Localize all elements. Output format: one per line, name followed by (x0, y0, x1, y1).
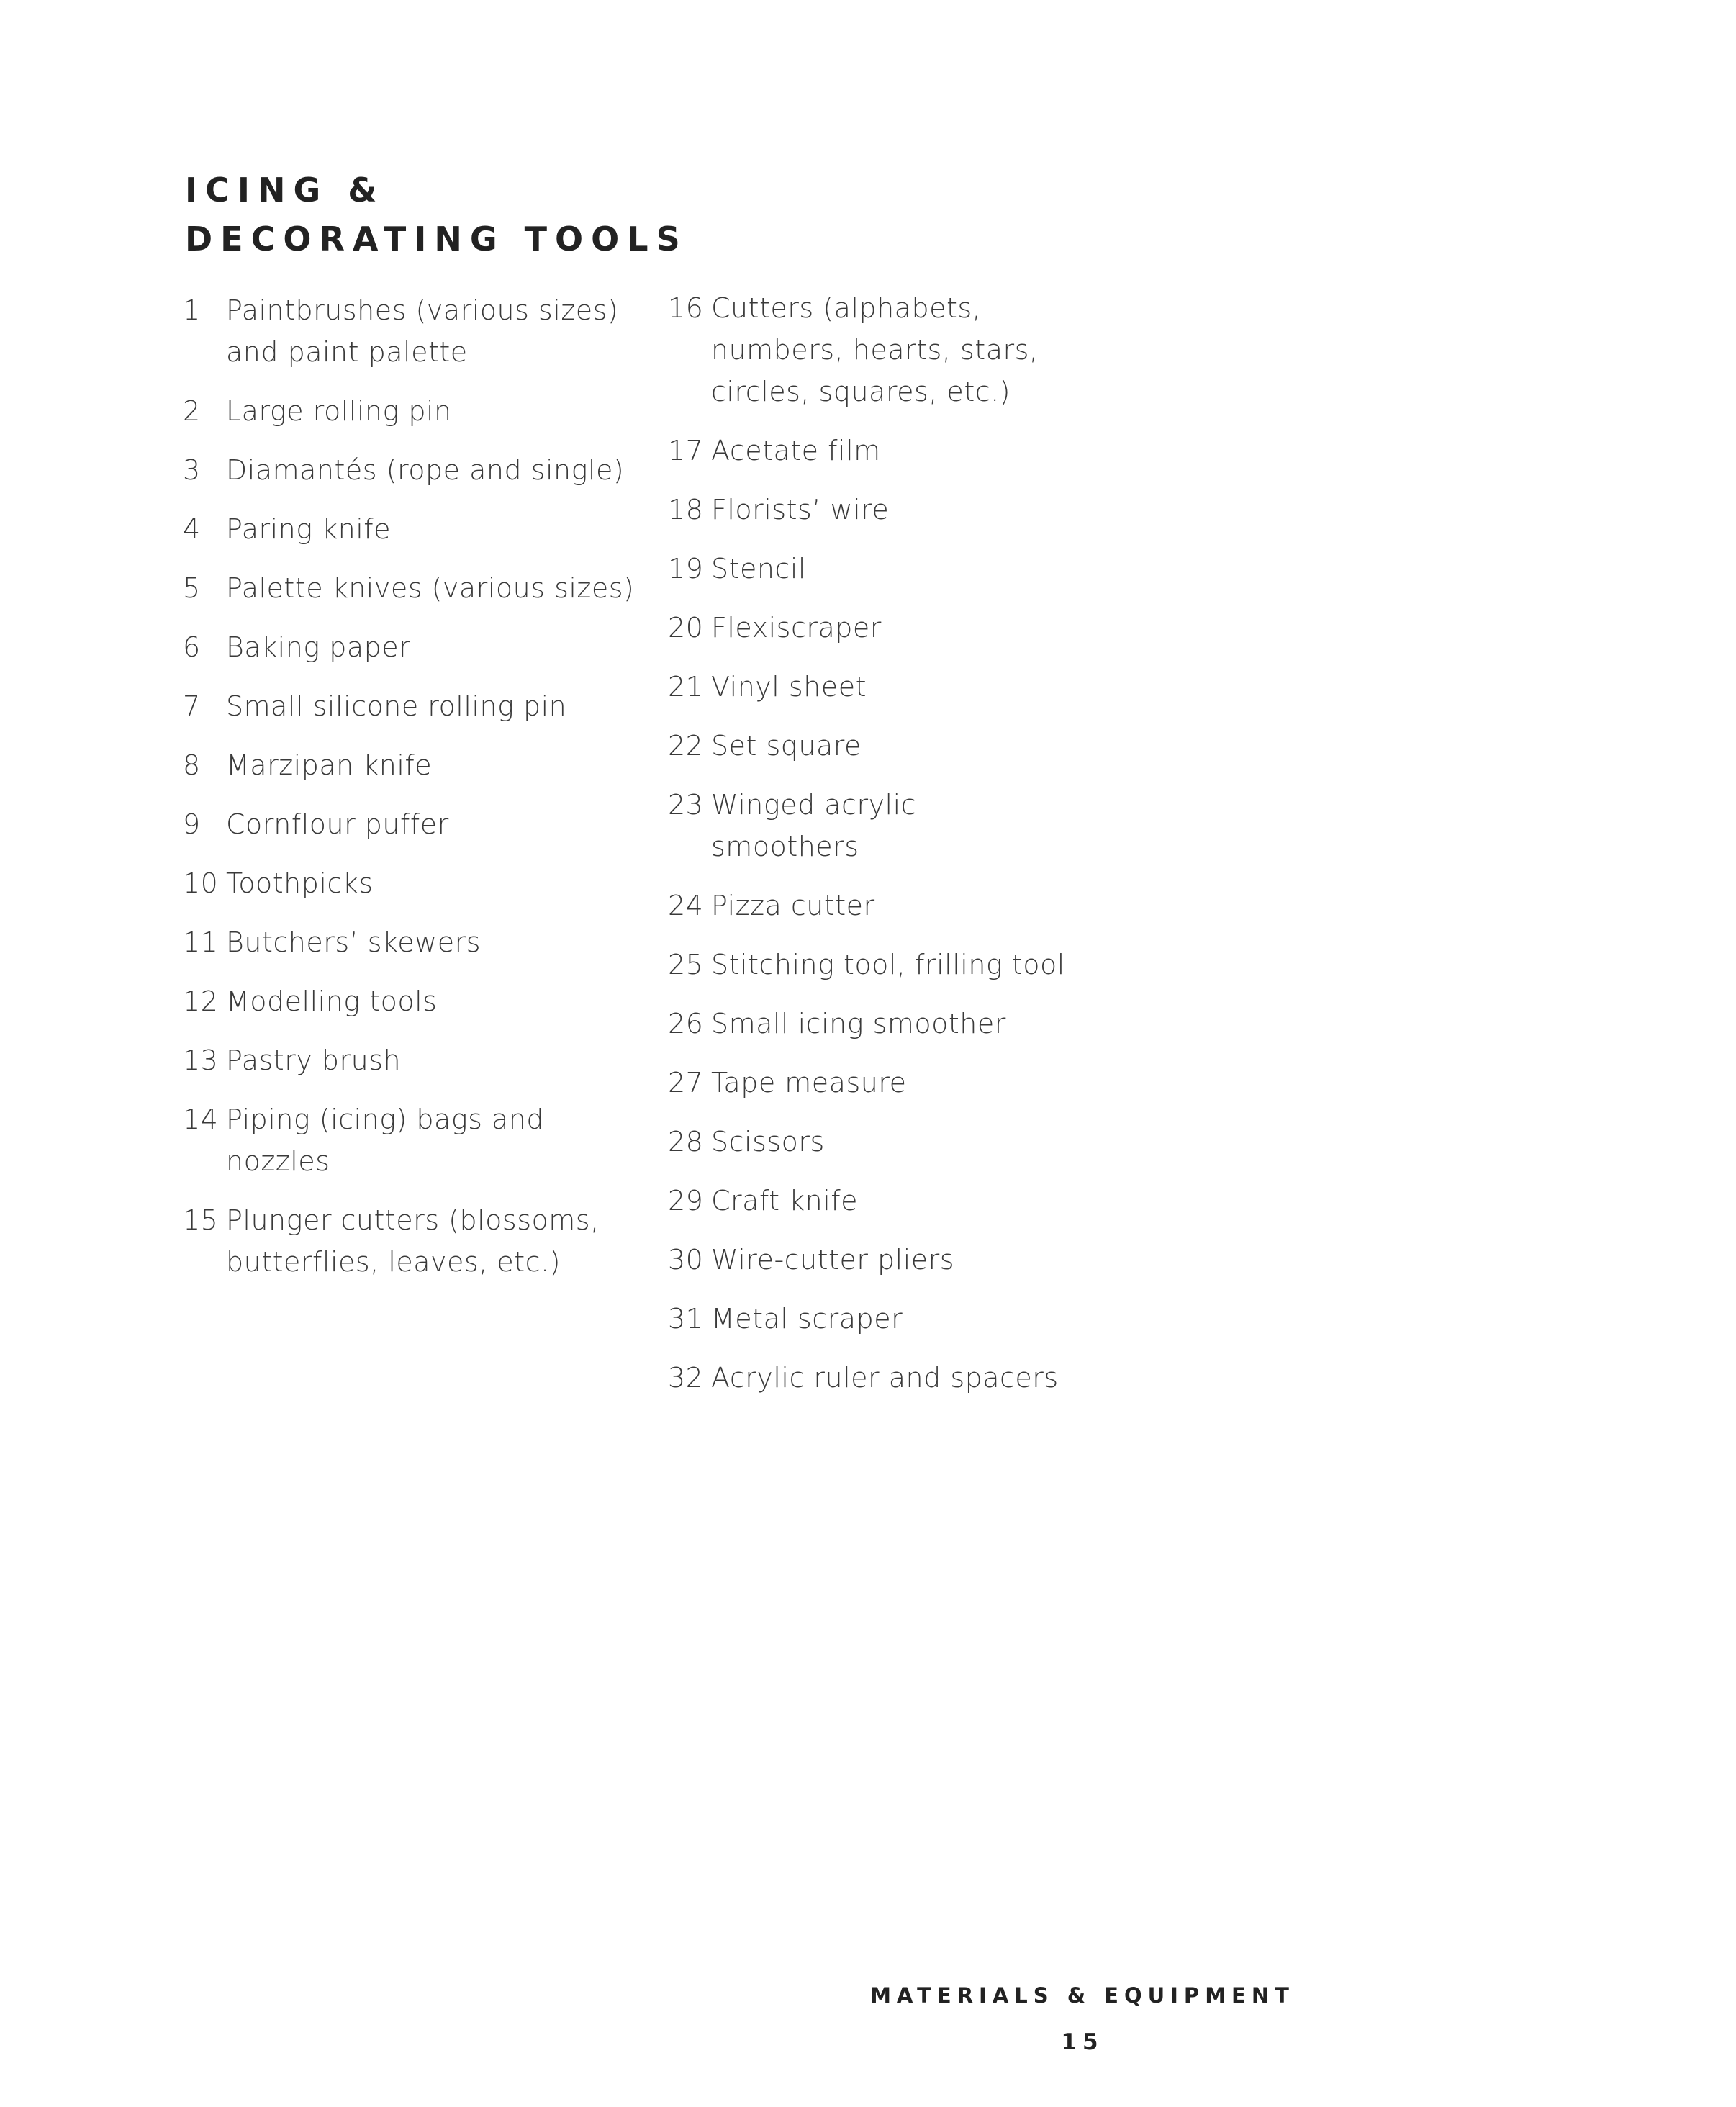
item-number: 6 (183, 631, 201, 663)
item-label: Set square (711, 730, 862, 762)
item-label: Cutters (alphabets, numbers, hearts, stars, circles, squares, etc.) (711, 292, 1039, 407)
item-label: Tape measure (711, 1067, 907, 1098)
list-item (668, 548, 1071, 590)
list-item (183, 567, 643, 609)
page-title-line-1: ICING & (185, 171, 385, 209)
list-item (668, 885, 1071, 926)
item-number: 7 (183, 690, 201, 722)
item-label: Metal scraper (711, 1303, 903, 1335)
list-item (668, 725, 1071, 767)
item-label: Winged acrylic smoothers (711, 789, 917, 862)
item-label: Craft knife (711, 1185, 859, 1217)
item-number: 11 (183, 926, 219, 958)
list-item (668, 1121, 1071, 1163)
list-item (183, 289, 643, 373)
item-number: 27 (668, 1067, 704, 1098)
item-label: Marzipan knife (226, 749, 433, 781)
item-number: 23 (668, 789, 704, 821)
item-label: Paintbrushes (various sizes) and paint palette (226, 294, 619, 368)
item-label: Diamantés (rope and single) (226, 454, 625, 486)
list-item (183, 862, 643, 904)
item-number: 5 (183, 572, 201, 604)
item-number: 12 (183, 985, 219, 1017)
item-label: Small icing smoother (711, 1008, 1006, 1039)
item-number: 32 (668, 1362, 704, 1394)
page-title (185, 166, 688, 263)
item-number: 9 (183, 808, 201, 840)
list-item (183, 449, 643, 491)
list-item (668, 1003, 1071, 1045)
item-number: 13 (183, 1045, 219, 1076)
item-number: 30 (668, 1244, 704, 1276)
item-number: 29 (668, 1185, 704, 1217)
item-label: Stitching tool, frilling tool (711, 949, 1065, 980)
list-item (183, 744, 643, 786)
list-item (668, 784, 1071, 867)
item-number: 3 (183, 454, 201, 486)
item-label: Piping (icing) bags and nozzles (226, 1104, 544, 1177)
item-number: 25 (668, 949, 704, 980)
item-label: Pizza cutter (711, 890, 875, 921)
list-item (183, 1098, 643, 1182)
list-item (668, 1357, 1071, 1399)
item-number: 10 (183, 867, 219, 899)
item-number: 16 (668, 292, 704, 324)
list-item (183, 626, 643, 668)
item-label: Cornflour puffer (226, 808, 449, 840)
list-item (183, 685, 643, 727)
item-number: 8 (183, 749, 201, 781)
item-number: 17 (668, 435, 704, 466)
item-label: Toothpicks (226, 867, 374, 899)
item-label: Palette knives (various sizes) (226, 572, 635, 604)
item-number: 15 (183, 1204, 219, 1236)
list-item (183, 1199, 643, 1283)
list-item (668, 489, 1071, 531)
item-label: Stencil (711, 553, 806, 585)
item-number: 2 (183, 395, 201, 427)
list-item (668, 430, 1071, 472)
item-label: Paring knife (226, 513, 392, 545)
item-number: 20 (668, 612, 704, 644)
item-label: Flexiscraper (711, 612, 882, 644)
list-item (183, 921, 643, 963)
list-item (183, 1039, 643, 1081)
item-label: Wire-cutter pliers (711, 1244, 955, 1276)
item-label: Scissors (711, 1126, 825, 1158)
item-label: Pastry brush (226, 1045, 402, 1076)
item-label: Modelling tools (226, 985, 438, 1017)
item-number: 4 (183, 513, 201, 545)
list-item (183, 980, 643, 1022)
item-label: Butchers’ skewers (226, 926, 482, 958)
item-label: Vinyl sheet (711, 671, 867, 703)
list-item (668, 287, 1071, 412)
item-number: 1 (183, 294, 201, 326)
tools-list-right (668, 287, 1071, 1416)
item-label: Large rolling pin (226, 395, 452, 427)
item-label: Acrylic ruler and spacers (711, 1362, 1059, 1394)
item-number: 22 (668, 730, 704, 762)
item-number: 26 (668, 1008, 704, 1039)
item-number: 21 (668, 671, 704, 703)
list-item (183, 508, 643, 550)
item-label: Acetate film (711, 435, 881, 466)
list-item (668, 944, 1071, 985)
item-label: Plunger cutters (blossoms, butterflies, leaves, etc.) (226, 1204, 600, 1278)
list-item (668, 1062, 1071, 1104)
item-label: Baking paper (226, 631, 411, 663)
item-label: Florists’ wire (711, 494, 890, 525)
item-number: 24 (668, 890, 704, 921)
list-item (668, 1180, 1071, 1222)
list-item (668, 1239, 1071, 1281)
item-number: 28 (668, 1126, 704, 1158)
list-item (668, 666, 1071, 708)
tools-list-left (183, 289, 643, 1300)
item-number: 18 (668, 494, 704, 525)
item-label: Small silicone rolling pin (226, 690, 567, 722)
list-item (668, 607, 1071, 649)
list-item (183, 390, 643, 432)
item-number: 31 (668, 1303, 704, 1335)
item-number: 14 (183, 1104, 219, 1135)
list-item (183, 803, 643, 845)
item-number: 19 (668, 553, 704, 585)
list-item (668, 1298, 1071, 1340)
footer-section-title: MATERIALS & EQUIPMENT (870, 1983, 1295, 2008)
page-number: 15 (1061, 2029, 1104, 2055)
page-title-line-2: DECORATING TOOLS (185, 220, 688, 258)
